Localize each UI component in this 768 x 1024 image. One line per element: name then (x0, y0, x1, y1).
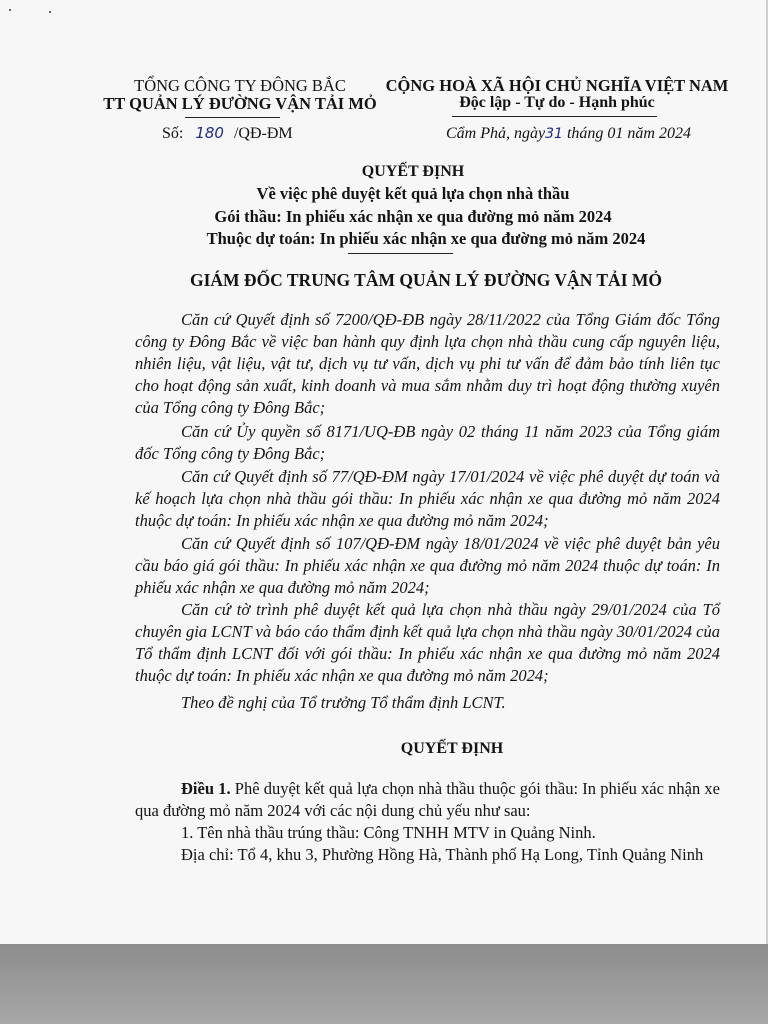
country-name: CỘNG HOÀ XÃ HỘI CHỦ NGHĨA VIỆT NAM (385, 76, 729, 95)
subject-line: Về việc phê duyệt kết quả lựa chọn nhà thầu (256, 184, 570, 203)
org-unit: TT QUẢN LÝ ĐƯỜNG VẬN TẢI MỎ (103, 94, 377, 113)
handwritten-number: 180 (195, 124, 224, 142)
estimate-line: Thuộc dự toán: In phiếu xác nhận xe qua đường mỏ năm 2024 (206, 229, 646, 248)
issuing-authority: GIÁM ĐỐC TRUNG TÂM QUẢN LÝ ĐƯỜNG VẬN TẢI MỎ (189, 270, 663, 290)
basis-paragraph: Theo đề nghị của Tổ trưởng Tổ thẩm định LCNT. (181, 693, 506, 712)
basis-paragraph: Căn cứ Quyết định số 77/QĐ-ĐM ngày 17/01/2024 về việc phê duyệt dự toán và kế hoạch lựa chọn nhà thầu gói thầu: In phiếu xác nhận xe qua đường mỏ năm 2024 thuộc dự toán: In phiếu xác nhận xe qua đường mỏ năm 2024; (135, 467, 720, 530)
number-suffix: /QĐ-ĐM (233, 125, 293, 142)
place-date (446, 125, 691, 143)
document-type: QUYẾT ĐỊNH (361, 163, 465, 180)
article-1 (135, 778, 720, 822)
package-line: Gói thầu: In phiếu xác nhận xe qua đường mỏ năm 2024 (214, 207, 612, 226)
winning-bidder: 1. Tên nhà thầu trúng thầu: Công TNHH MTV in Quảng Ninh. (181, 823, 596, 842)
motto-underline (452, 116, 657, 117)
national-motto: Độc lập - Tự do - Hạnh phúc (459, 94, 655, 111)
scan-speck (9, 9, 11, 11)
decision-number (162, 124, 293, 143)
decision-heading: QUYẾT ĐỊNH (400, 740, 504, 757)
place-date-prefix: Cẩm Phả, ngày (446, 125, 546, 142)
bidder-address: Địa chỉ: Tổ 4, khu 3, Phường Hồng Hà, Thành phố Hạ Long, Tỉnh Quảng Ninh (181, 845, 704, 864)
number-prefix: Số: (162, 125, 184, 142)
scan-background (0, 944, 768, 1024)
basis-paragraph: Căn cứ Quyết định số 7200/QĐ-ĐB ngày 28/11/2022 của Tổng Giám đốc Tổng công ty Đông Bắc về việc ban hành quy định lựa chọn nhà thầu cung cấp nguyên liệu, nhiên liệu, vật liệu, vật tư, dịch vụ tư vấn, dịch vụ phi tư vấn để đảm bảo tính liên tục cho hoạt động sản xuất, kinh doanh và mua sắm nhằm duy trì hoạt động thường xuyên của Tổng công ty Đông Bắc; (135, 310, 720, 417)
org-parent: TỔNG CÔNG TY ĐÔNG BẮC (134, 76, 346, 95)
article-1-label: Điều 1. (181, 779, 231, 798)
place-date-suffix: tháng 01 năm 2024 (566, 125, 691, 142)
basis-paragraph: Căn cứ Ủy quyền số 8171/UQ-ĐB ngày 02 tháng 11 năm 2023 của Tổng giám đốc Tổng công ty Đông Bắc; (135, 422, 720, 463)
handwritten-day: 31 (545, 126, 563, 142)
article-1-text: Phê duyệt kết quả lựa chọn nhà thầu thuộc gói thầu: In phiếu xác nhận xe qua đường mỏ năm 2024 với các nội dung chủ yếu như sau: (135, 779, 720, 820)
basis-paragraph: Căn cứ Quyết định số 107/QĐ-ĐM ngày 18/01/2024 về việc phê duyệt bản yêu cầu báo giá gói thầu: In phiếu xác nhận xe qua đường mỏ năm 2024 thuộc dự toán: In phiếu xác nhận xe qua đường mỏ năm 2024; (135, 534, 720, 597)
scan-speck (49, 11, 51, 13)
basis-paragraph: Căn cứ tờ trình phê duyệt kết quả lựa chọn nhà thầu ngày 29/01/2024 của Tổ chuyên gia LCNT và báo cáo thẩm định kết quả lựa chọn nhà thầu ngày 30/01/2024 của Tổ thẩm định LCNT đối với gói thầu: In phiếu xác nhận xe qua đường mỏ năm 2024 thuộc dự toán: In phiếu xác nhận xe qua đường mỏ năm 2024; (135, 600, 720, 685)
org-underline (185, 117, 280, 118)
title-underline (348, 253, 453, 254)
